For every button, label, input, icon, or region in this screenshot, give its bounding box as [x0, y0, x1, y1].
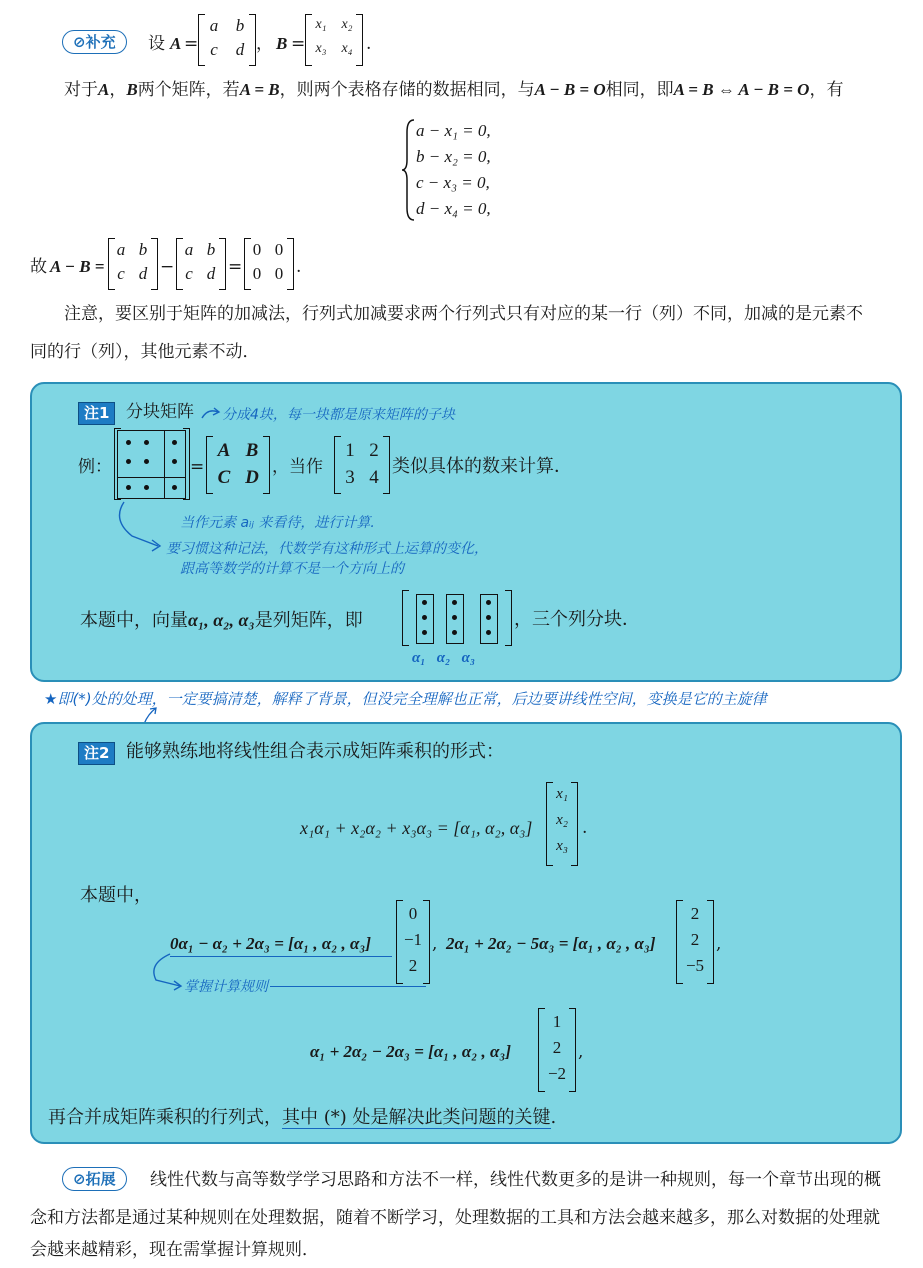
- supplement-line1: 对于A，B两个矩阵，若A = B，则两个表格存储的数据相同，与A − B = O相同，即A = B ⇔ A − B = O，有: [64, 80, 844, 100]
- dot: [126, 440, 131, 445]
- dot: [422, 600, 427, 605]
- extension-line3: 会越来越精彩，现在需掌握计算规则．: [30, 1240, 319, 1260]
- block-divider-v: [164, 430, 165, 498]
- col-label: α₂: [436, 650, 451, 666]
- dot: [486, 615, 491, 620]
- equals-2: =: [291, 34, 306, 54]
- system-row: a − x₁ = 0,: [416, 121, 491, 140]
- comma-3: ,: [716, 934, 722, 954]
- dot: [172, 440, 177, 445]
- cell: a: [116, 240, 126, 259]
- matrix-A-cell: c: [210, 40, 218, 59]
- formula-vector: [546, 782, 578, 866]
- formula-lhs: x₁α₁ + x₂α₂ + x₃α₃ = [α₁, α₂, α₃]: [300, 818, 533, 838]
- handwritten-note2: 要习惯这种记法，代数学有这种形式上运算的变化，: [166, 541, 488, 557]
- comma-2: ,: [432, 934, 438, 954]
- handwritten-note1: 当作元素 aᵢⱼ 来看待，进行计算.: [180, 515, 375, 531]
- cell: 2: [408, 956, 418, 975]
- final-line: 再合并成矩阵乘积的行列式，其中 (*) 处是解决此类问题的关键.: [48, 1107, 557, 1128]
- equation-system: [416, 118, 491, 222]
- cell: 2: [369, 440, 379, 461]
- comma-4: ,: [578, 1042, 584, 1062]
- cell: −1: [403, 930, 423, 949]
- equals-3: =: [228, 257, 243, 277]
- cell: B: [245, 440, 259, 461]
- cell: b: [206, 240, 216, 259]
- block-ABCD-matrix: [206, 436, 270, 494]
- comma-1: ，: [256, 34, 273, 54]
- period-3: .: [582, 818, 588, 838]
- period-2: .: [296, 257, 302, 277]
- eq3-lhs: α₁ + 2α₂ − 2α₃ = [α₁ , α₂ , α₃]: [310, 1042, 511, 1061]
- cell: 1: [345, 440, 355, 461]
- cell: x₂: [556, 812, 568, 828]
- extension-line1: 线性代数与高等数学学习思路和方法不一样，线性代数更多的是讲一种规则，每一个章节出现的概: [150, 1170, 881, 1190]
- cell: d: [138, 264, 148, 283]
- note2-tag: 注2: [78, 742, 115, 765]
- col-label: α₁: [412, 650, 426, 666]
- system-row: b − x₂ = 0,: [416, 147, 491, 166]
- cell: c: [185, 264, 193, 283]
- matrix-B: [305, 14, 363, 66]
- dot: [126, 459, 131, 464]
- dot: [144, 459, 149, 464]
- as-text: ，当作: [272, 457, 323, 477]
- cell: 0: [274, 240, 284, 259]
- dot: [144, 440, 149, 445]
- dot: [126, 485, 131, 490]
- symbol-A: A: [170, 34, 182, 53]
- eq2-vector: [676, 900, 714, 984]
- cell: a: [184, 240, 194, 259]
- block-divider-h: [117, 477, 185, 478]
- dot: [144, 485, 149, 490]
- symbol-B: B: [276, 34, 288, 53]
- column-labels: [412, 650, 475, 667]
- dot: [486, 600, 491, 605]
- dot: [452, 630, 457, 635]
- cell: x₃: [556, 838, 568, 854]
- matrix-B-cell: x₃: [315, 41, 327, 56]
- note1-title: 分块矩阵: [126, 402, 194, 422]
- cell: 3: [345, 467, 355, 488]
- cell: 0: [252, 264, 262, 283]
- col-label: α₃: [461, 650, 476, 666]
- cell: 2: [552, 1038, 562, 1057]
- conclusion-prefix: 故: [30, 257, 47, 277]
- equals-4: =: [190, 457, 205, 477]
- extension-tag: ⊘拓展: [62, 1167, 127, 1191]
- cell: −5: [685, 956, 705, 975]
- dot: [422, 615, 427, 620]
- underline: [170, 956, 392, 957]
- eq1-lhs: 0α₁ − α₂ + 2α₃ = [α₁ , α₂ , α₃]: [170, 934, 371, 953]
- cell: d: [206, 264, 216, 283]
- cell: 2: [690, 930, 700, 949]
- matrix-A-cell: a: [209, 16, 219, 35]
- matrix-B-cell: x₄: [341, 41, 353, 56]
- dot: [486, 630, 491, 635]
- cell: 2: [690, 904, 700, 923]
- period-1: .: [366, 34, 372, 54]
- matrix-A: [198, 14, 256, 66]
- matrix-B-cell: x₁: [315, 17, 327, 32]
- cell: D: [245, 467, 259, 488]
- system-row: c − x₃ = 0,: [416, 173, 490, 192]
- handwritten-rule: 掌握计算规则: [184, 979, 268, 995]
- note-line2: 同的行（列），其他元素不动．: [30, 342, 260, 362]
- cell: 0: [408, 904, 418, 923]
- rule-line: [270, 986, 426, 987]
- star-note: ★即(*)处的处理，一定要搞清楚，解释了背景，但没完全理解也正常，后边要讲线性空间，变换是它的主旋律: [44, 690, 767, 708]
- cell: 1: [552, 1012, 562, 1031]
- dot: [452, 615, 457, 620]
- in-problem: 本题中，: [80, 885, 152, 906]
- curve-arrow-icon: [110, 500, 170, 560]
- eq1-vector: [396, 900, 430, 984]
- cell: 0: [274, 264, 284, 283]
- cell: 0: [252, 240, 262, 259]
- dot: [172, 459, 177, 464]
- equals-1: =: [184, 34, 199, 54]
- cell: x₁: [556, 786, 568, 802]
- example-label: 例：: [78, 457, 112, 477]
- arrow-icon: [200, 404, 222, 420]
- system-brace: [402, 118, 416, 222]
- conclusion-expr: A − B =: [50, 257, 105, 276]
- handwritten-note3: 跟高等数学的计算不是一个方向上的: [180, 561, 404, 577]
- dot: [172, 485, 177, 490]
- matrix-A-cell: b: [235, 16, 245, 35]
- handwritten-title: 分成4块，每一块都是原来矩阵的子块: [222, 407, 455, 423]
- eq3-vector: [538, 1008, 576, 1092]
- matrix-A-cell: d: [235, 40, 245, 59]
- supplement-tag: ⊘补充: [62, 30, 127, 54]
- eq2-lhs: 2α₁ + 2α₂ − 5α₃ = [α₁ , α₂ , α₃]: [446, 934, 656, 953]
- extension-line2: 念和方法都是通过某种规则在处理数据，随着不断学习，处理数据的工具和方法会越来越多，那么对数据的处理就: [30, 1208, 880, 1228]
- cell: −2: [547, 1064, 567, 1083]
- cell: b: [138, 240, 148, 259]
- number-matrix: [334, 436, 390, 494]
- cell: c: [117, 264, 125, 283]
- conclusion-matrix-A: [108, 238, 158, 290]
- matrix-B-cell: x₂: [341, 17, 353, 32]
- minus-sign: −: [160, 257, 175, 277]
- note-line1: 注意，要区别于矩阵的加减法，行列式加减要求两个行列式只有对应的某一行（列）不同，加减的是元素不: [64, 304, 863, 324]
- note1-line-end: ，三个列分块．: [514, 609, 640, 630]
- note1-tag: 注1: [78, 402, 115, 425]
- cell: A: [217, 440, 231, 461]
- conclusion-matrix-A2: [176, 238, 226, 290]
- supplement-intro: 设: [148, 34, 165, 54]
- after-text: 类似具体的数来计算．: [392, 456, 572, 477]
- dot: [452, 600, 457, 605]
- system-row: d − x₄ = 0,: [416, 199, 491, 218]
- note1-line: 本题中，向量α₁, α₂, α₃是列矩阵，即: [80, 610, 363, 631]
- cell: 4: [369, 467, 379, 488]
- dot: [422, 630, 427, 635]
- cell: C: [217, 467, 231, 488]
- note2-title: 能够熟练地将线性组合表示成矩阵乘积的形式：: [126, 741, 504, 762]
- zero-matrix: [244, 238, 294, 290]
